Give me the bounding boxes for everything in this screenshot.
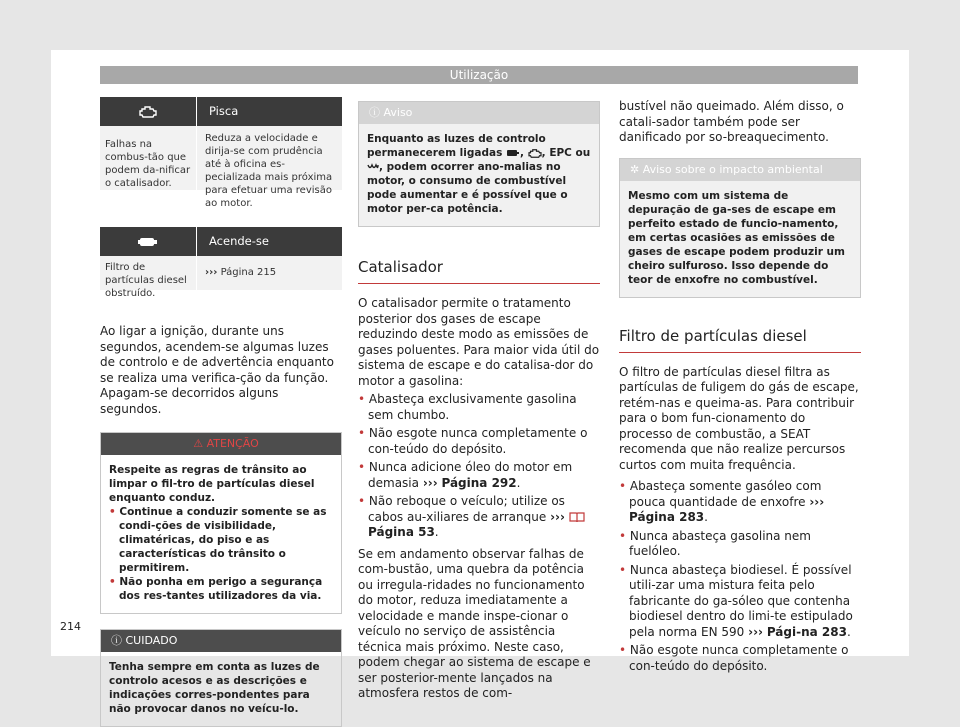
ref-arrow: ››› (550, 509, 565, 524)
list-item (619, 479, 861, 526)
punctuation: . (846, 624, 851, 639)
table-pisca (100, 97, 342, 209)
aviso-text: , (520, 147, 524, 159)
info-square-icon: ⓘ (369, 106, 380, 119)
page-link[interactable]: Página 283 (629, 510, 705, 524)
punctuation: . (434, 525, 439, 539)
ref-arrow: ››› (205, 267, 218, 278)
cuidado-title: CUIDADO (125, 634, 178, 647)
aviso-text: ou (575, 147, 591, 159)
aviso-text: , podem ocorrer ano-malias no motor, o consumo de combustível pode aumentar e é possível que o motor per-ca potência. (367, 161, 568, 215)
table-head-label: Acende-se (196, 227, 342, 256)
continued-paragraph: bustível não queimado. Além disso, o catali-sador também pode ser danificado por so-breaquecimento. (619, 99, 844, 144)
table-cell-cause: Falhas na combus-tão que podem da-nificar o catalisador. (105, 139, 191, 189)
warning-triangle-icon: ⚠ (193, 437, 204, 450)
atencao-intro: Respeite as regras de trânsito ao limpar o fil-tro de partículas diesel enquanto conduz. (109, 464, 315, 504)
intro-paragraph: Ao ligar a ignição, durante uns segundos, acendem-se algumas luzes de controlo e de advertência enquanto se realiza uma verifica-ção da função. Apagam-se decorridos alguns segundos. (100, 324, 334, 416)
list-item: • Não esgote nunca completamente o con-teúdo do depósito. (358, 426, 600, 457)
book-icon (569, 511, 585, 523)
punctuation: . (704, 510, 708, 524)
page-link[interactable]: Página 215 (220, 267, 277, 278)
section-title-filtro: Filtro de partículas diesel (619, 326, 861, 353)
list-item: • Abasteça exclusivamente gasolina sem chumbo. (358, 392, 600, 423)
punctuation: . (516, 475, 521, 490)
environment-title: Aviso sobre o impacto ambiental (642, 162, 823, 176)
table-acende (100, 227, 342, 299)
table-head-label: Pisca (196, 97, 342, 126)
environment-text: Mesmo com um sistema de depuração de ga-ses de escape em perfeito estado de funcio-namento, em certas ocasiões as emissões de gases de escape podem produzir um cheiro sulfuroso. Isso depende do teor de enxofre no combustível. (620, 181, 860, 297)
list-item-text: Não reboque o veículo; utilize os cabos au-xiliares de arranque (368, 494, 565, 524)
list-item-text: Nunca adicione óleo do motor em demasia (368, 460, 573, 490)
ref-arrow: ››› (809, 494, 825, 509)
list-item: • Não esgote nunca completamente o con-teúdo do depósito. (619, 643, 861, 674)
diesel-filter-icon (506, 149, 520, 157)
info-circle-icon: ⓘ (111, 634, 122, 647)
catalisador-paragraph: O catalisador permite o tratamento posterior dos gases de escape reduzindo deste modo as emissões de gases poluentes. Para maior vida útil do sistema de escape e do catalisa-dor do motor a gasolina: (358, 296, 600, 388)
cuidado-box (100, 629, 342, 727)
section-title-catalisador: Catalisador (358, 257, 600, 284)
filtro-paragraph: O filtro de partículas diesel filtra as partículas de fuligem do gás de escape, retém-nas e queima-as. Para contribuir para o bom fun-cionamento do processo de combustão, a SEAT recomenda que não realize percursos curtos com muita frequência. (619, 364, 859, 472)
atencao-title: ATENÇÃO (206, 437, 259, 450)
left-column (100, 97, 342, 727)
page-number: 214 (60, 620, 81, 633)
atencao-box (100, 432, 342, 614)
middle-column (358, 101, 600, 702)
engine-warning-icon (100, 97, 196, 126)
right-column (619, 99, 861, 674)
cuidado-text: Tenha sempre em conta as luzes de controlo acesos e as descrições e indicações corres-pondentes para não provocar danos no veícu-lo. (109, 661, 320, 715)
aviso-box (358, 101, 600, 227)
ref-arrow: ››› (748, 624, 763, 639)
aviso-text: Enquanto as luzes de controlo permanecerem ligadas (367, 133, 546, 159)
gear-icon: ✲ (630, 162, 640, 176)
atencao-item: • Não ponha em perigo a segurança dos res-tantes utilizadores da via. (109, 575, 333, 603)
epc-icon: EPC (549, 147, 572, 159)
list-item: • Nunca abasteça gasolina nem fuelóleo. (619, 529, 861, 560)
list-item (358, 494, 600, 541)
table-cell-ref (196, 256, 342, 290)
page-header: Utilização (100, 66, 858, 84)
ref-arrow: ››› (422, 475, 438, 490)
list-item-text: Nunca abasteça biodiesel. É possível utili-zar uma mistura feita pelo fabricante do ga-sóleo que contenha biodiesel dentro do limi-te estipulado pela norma EN 590 (629, 562, 853, 639)
page-link[interactable]: Pági-na 283 (766, 624, 847, 639)
table-cell-action: Reduza a velocidade e dirija-se com prudência até à oficina es-pecializada mais próxima para efetuar uma revisão ao motor. (196, 126, 342, 190)
atencao-item: • Continue a conduzir somente se as condi-ções de visibilidade, climatéricas, do piso e as características do trânsito o permitirem. (109, 505, 333, 575)
list-item (619, 563, 861, 641)
aviso-text: , (541, 147, 546, 159)
engine-warning-icon (528, 149, 542, 158)
list-item (358, 460, 600, 491)
diesel-filter-icon (100, 227, 196, 256)
page-link[interactable]: Página 53 (368, 525, 435, 539)
list-item-text: Abasteça somente gasóleo com pouca quantidade de enxofre (629, 479, 822, 509)
environment-box (619, 158, 861, 298)
falhas-paragraph: Se em andamento observar falhas de com-bustão, uma quebra da potência ou irregula-ridades no funcionamento do motor, reduza imediatamente a velocidade e mande inspe-cionar o veículo no serviço de assistência técnica mais próximo. Neste caso, podem chegar ao sistema de escape e ser posterior-mente lançados na atmosfera restos de com- (358, 546, 591, 700)
table-cell-cause: Filtro de partículas diesel obstruído. (105, 262, 187, 299)
coil-icon (367, 163, 379, 172)
aviso-title: Aviso (383, 106, 413, 119)
page-link[interactable]: Página 292 (441, 475, 517, 490)
